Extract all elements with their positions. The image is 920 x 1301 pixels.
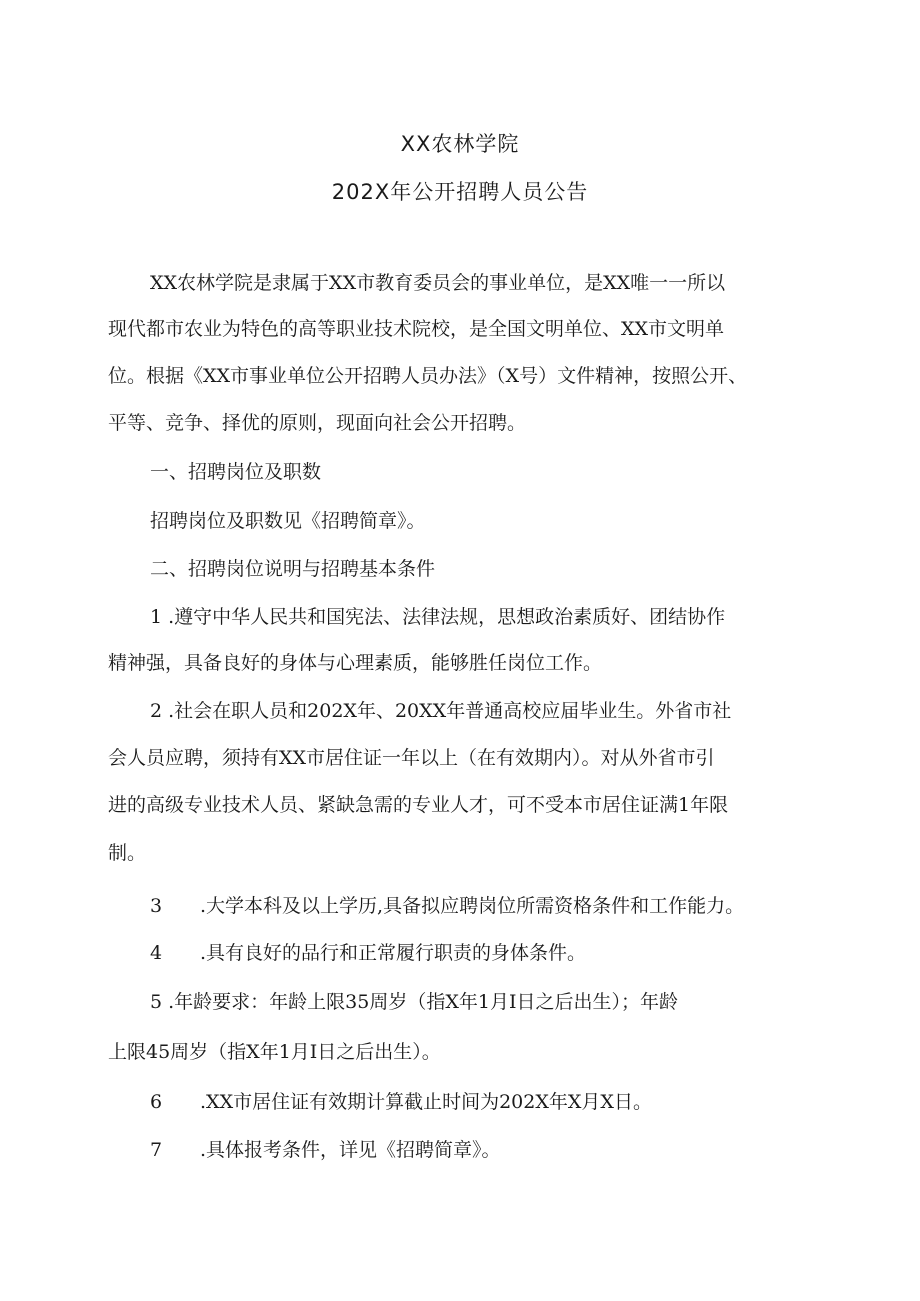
item5-line-1: 5 .年龄要求：年龄上限35周岁（指X年1月I日之后出生）；年龄	[150, 991, 678, 1013]
item1-line-2: 精神强，具备良好的身体与心理素质，能够胜任岗位工作。	[108, 652, 603, 674]
item7	[150, 1137, 860, 1163]
item2-line-3: 进的高级专业技术人员、紧缺急需的专业人才，可不受本市居住证满1年限	[108, 794, 729, 816]
item4	[150, 940, 860, 966]
item6	[150, 1089, 860, 1115]
item3-text: .大学本科及以上学历,具备拟应聘岗位所需资格条件和工作能力。	[200, 895, 745, 917]
item3	[150, 893, 860, 919]
document-title-line1: XX农林学院	[400, 132, 520, 156]
section1-text: 招聘岗位及职数见《招聘简章》。	[150, 510, 426, 532]
item6-text: .XX市居住证有效期计算截止时间为202X年X月X日。	[200, 1091, 652, 1113]
item2-line-4: 制。	[108, 842, 147, 864]
item7-number: 7	[150, 1139, 163, 1161]
item4-text: .具有良好的品行和正常履行职责的身体条件。	[200, 942, 587, 964]
section1-heading: 一、招聘岗位及职数	[150, 461, 322, 483]
item1-line-1: 1 .遵守中华人民共和国宪法、法律法规，思想政治素质好、团结协作	[150, 606, 726, 628]
intro-line-4: 平等、竞争、择优的原则，现面向社会公开招聘。	[108, 412, 527, 434]
item2-line-1: 2 .社会在职人员和202X年、20XX年普通高校应届毕业生。外省市社	[150, 700, 732, 722]
intro-line-3: 位。根据《XX市事业单位公开招聘人员办法》（X号）文件精神，按照公开、	[108, 365, 748, 387]
item3-number: 3	[150, 895, 163, 917]
item4-number: 4	[150, 942, 163, 964]
intro-line-2: 现代都市农业为特色的高等职业技术院校，是全国文明单位、XX市文明单	[108, 318, 725, 340]
intro-line-1: XX农林学院是隶属于XX市教育委员会的事业单位，是XX唯一一所以	[150, 272, 726, 294]
item6-number: 6	[150, 1091, 163, 1113]
section2-heading: 二、招聘岗位说明与招聘基本条件	[150, 558, 436, 580]
item2-line-2: 会人员应聘，须持有XX市居住证一年以上（在有效期内）。对从外省市引	[108, 747, 715, 769]
item7-text: .具体报考条件，详见《招聘简章》。	[200, 1139, 501, 1161]
item5-line-2: 上限45周岁（指X年1月I日之后出生）。	[108, 1041, 441, 1063]
document-title-line2: 202X年公开招聘人员公告	[331, 180, 589, 204]
